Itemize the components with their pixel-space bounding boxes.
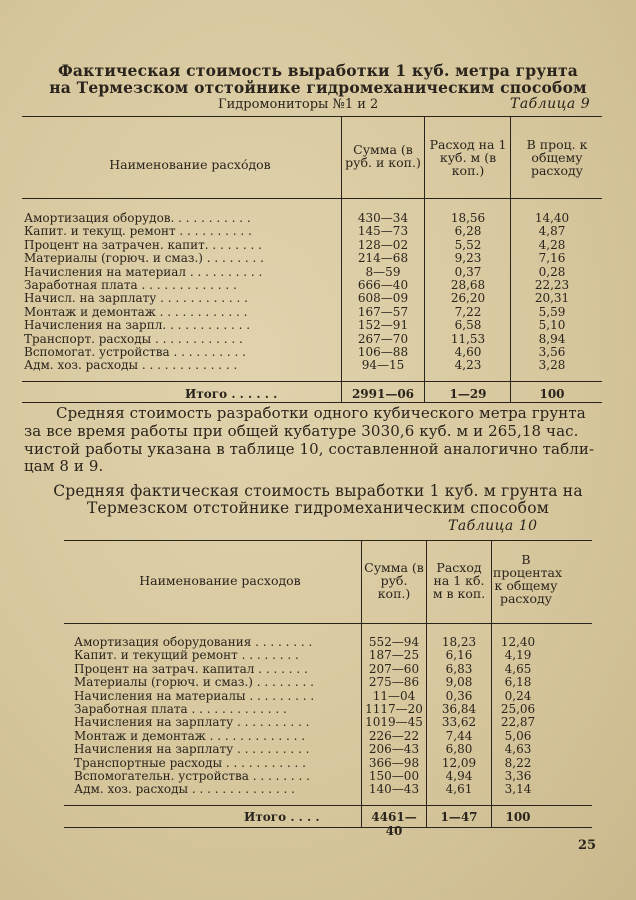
table9-row-name: Начисления на зарпл. . . . . . . . . . . . [24,319,251,333]
table10-row-pct: 4,63 [504,742,532,757]
table10-row-cost: 36,84 [441,702,477,716]
table9-label: Таблица 9 [510,96,591,112]
table10-row-cost: 6,80 [445,742,473,757]
table9-row-sum: 94—15 [361,358,405,373]
table9-row [0,212,636,225]
table10-row-cost: 4,94 [445,769,473,783]
table9-row-name: Материалы (горюч. и смаз.) . . . . . . . . [24,252,264,266]
table9-row-pct: 8,94 [538,331,566,346]
table10-row [0,783,636,796]
table9-header-sum: Сумма (в руб. и коп.) [345,142,421,170]
paragraph-line-1: Средняя стоимость разработки одного кубического метра грунта [56,404,586,422]
table9-total-sum: 2991—06 [351,387,415,401]
table9-row-name: Процент на затрачен. капит. . . . . . . . [24,238,262,252]
table10-row-sum: 206—43 [368,742,420,757]
table10-row-sum: 226—22 [368,728,420,743]
table10-row-pct: 8,22 [504,755,532,770]
table10-row-sum: 275—86 [368,675,420,690]
table9-row-cost: 6,58 [454,318,482,333]
table9-row-name: Амортизация оборудов. . . . . . . . . . . [24,212,251,225]
table9-row-name: Адм. хоз. расходы . . . . . . . . . . . . . [24,359,238,373]
table10-row-name: Транспортные расходы . . . . . . . . . . . [74,756,306,770]
table9-row-name: Монтаж и демонтаж . . . . . . . . . . . . [24,305,248,319]
paragraph-line-4: цам 8 и 9. [24,457,104,475]
table9-row-pct: 7,16 [538,251,566,266]
table9-header-rule [22,198,602,199]
table9-row-pct: 20,31 [534,291,570,306]
table10-top-rule [64,540,592,541]
table9-row [0,346,636,359]
table9-row-cost: 6,28 [454,224,482,239]
table9-row-cost: 28,68 [450,278,486,292]
table9-row-sum: 8—59 [365,264,401,279]
table10-row-pct: 25,06 [500,702,536,716]
table9-row-sum: 128—02 [357,237,409,252]
table9-bottom-rule [22,402,602,403]
table10-row-pct: 12,40 [500,635,536,649]
paragraph-line-3: чистой работы указана в таблице 10, составленной аналогично табли- [24,440,595,458]
page-number: 25 [578,838,597,853]
table10-row-pct: 22,87 [500,715,536,730]
table9-row-name: Капит. и текущ. ремонт . . . . . . . . . . [24,225,252,239]
table9-row-cost: 18,56 [450,211,486,225]
table10-row [0,690,636,703]
table9-total-pct: 100 [539,387,565,401]
table10-row [0,676,636,689]
table9-total-cost: 1—29 [449,387,487,401]
table9-row-pct: 3,28 [538,358,566,373]
table9-row-cost: 7,22 [454,304,482,319]
table10-row-name: Вспомогательн. устройства . . . . . . . . [74,770,310,783]
table9-header-cost: Расход на 1 куб. м (в коп.) [429,137,507,178]
table10-row-name: Заработная плата . . . . . . . . . . . . . [74,703,287,716]
table10-row-name: Начисления на зарплату . . . . . . . . . . [74,743,310,757]
table9-row [0,225,636,238]
table10-header-name: Наименование расходов [139,573,301,588]
table10-row [0,636,636,649]
table10-row [0,770,636,783]
table10-row-name: Материалы (горюч. и смаз.) . . . . . . . . [74,676,314,690]
table9-row-pct: 14,40 [534,211,570,225]
table9-row [0,292,636,305]
table10-header-sum: Сумма (в руб. коп.) [364,560,424,601]
table9-row-pct: 3,56 [538,345,566,359]
table10-header-cost: Расход на 1 кб. м в коп. [432,560,486,601]
table10-row-cost: 33,62 [441,715,477,730]
table10-row-pct: 3,14 [504,782,532,797]
table10-label: Таблица 10 [448,518,538,534]
table9-subtitle: Гидромониторы №1 и 2 [218,97,379,112]
table10-row [0,730,636,743]
table9-header-name: Наименование расхо́дов [109,157,271,172]
table10-row-sum: 1117—20 [365,702,423,716]
table9-row-pct: 5,10 [538,318,566,333]
table9-row [0,266,636,279]
table9-row-sum: 214—68 [357,251,409,266]
table10-row [0,703,636,716]
table10-total-pct: 100 [505,810,531,824]
table10-title-line2: Термезском отстойнике гидромеханическим способом [87,499,549,517]
table9-row-name: Транспорт. расходы . . . . . . . . . . . . [24,332,243,346]
table10-row-pct: 6,18 [504,675,532,690]
table10-row-cost: 0,36 [445,688,473,703]
table9-row-cost: 0,37 [454,264,482,279]
table10-row-name: Капит. и текущий ремонт . . . . . . . . [74,649,299,663]
table10-title-line1: Средняя фактическая стоимость выработки 1 куб. м грунта на [53,482,583,500]
table10-total-sum: 4461—40 [371,810,417,838]
table9-title-line1: Фактическая стоимость выработки 1 куб. метра грунта [57,61,579,80]
table9-row-name: Начисления на материал . . . . . . . . . . [24,265,263,279]
table10-row-pct: 5,06 [504,728,532,743]
table10-header-pct: В процентах к общему расходу [493,552,563,606]
table10-row-cost: 9,08 [445,675,473,690]
table10-row-name: Начисления на материалы . . . . . . . . . [74,689,315,703]
table10-total-rule [64,805,592,806]
table10-row-name: Адм. хоз. расходы . . . . . . . . . . . . . . [74,783,295,797]
table9-row [0,333,636,346]
table9-row-cost: 26,20 [450,291,486,306]
table9-row [0,239,636,252]
table9-row-sum: 152—91 [357,318,409,333]
table10-row [0,757,636,770]
table10-row-cost: 18,23 [441,635,477,649]
table9-row-pct: 22,23 [534,278,570,292]
table10-row-name: Процент на затрач. капитал . . . . . . . [74,662,308,676]
table10-row-sum: 207—60 [368,661,420,676]
table9-row-sum: 106—88 [357,345,409,359]
table9-row-sum: 666—40 [357,278,409,292]
table10-row-sum: 150—00 [368,769,420,783]
table10-header-rule [64,623,592,624]
table10-row-pct: 0,24 [504,688,532,703]
table10-row-pct: 3,36 [504,769,532,783]
table9-row-sum: 145—73 [357,224,409,239]
table9-row-pct: 4,87 [538,224,566,239]
table9-row-sum: 608—09 [357,291,409,306]
table10-row-sum: 140—43 [368,782,420,797]
table9-total-rule [22,381,602,382]
table9-row-name: Вспомогат. устройства . . . . . . . . . . [24,346,246,359]
table9-row-pct: 5,59 [538,304,566,319]
table10-bottom-rule [64,827,592,828]
table9-row [0,319,636,332]
table10-row-pct: 4,65 [504,661,532,676]
table10-row-pct: 4,19 [504,648,532,663]
table9-row-sum: 430—34 [357,211,409,225]
table10-row [0,743,636,756]
table10-row-sum: 552—94 [368,635,420,649]
table10-row [0,663,636,676]
table9-top-rule [22,116,602,117]
table10-total-label: Итого . . . . [244,810,320,824]
table9-row-cost: 4,23 [454,358,482,373]
table10-total-cost: 1—47 [440,810,478,824]
table9-row [0,279,636,292]
table10-row-sum: 11—04 [372,688,416,703]
table10-row-cost: 6,16 [445,648,473,663]
table9-row-cost: 9,23 [454,251,482,266]
table9-row-name: Начисл. на зарплату . . . . . . . . . . . . [24,292,248,306]
table10-row-sum: 1019—45 [365,715,423,730]
table10-row [0,716,636,729]
table9-row-cost: 4,60 [454,345,482,359]
table10-row-sum: 187—25 [368,648,420,663]
table10-row-cost: 12,09 [441,755,477,770]
table10-row-cost: 6,83 [445,661,473,676]
table9-title-line2: на Термезском отстойнике гидромеханическим способом [49,78,587,97]
table9-row-sum: 267—70 [357,331,409,346]
table9-row-name: Заработная плата . . . . . . . . . . . . . [24,279,237,292]
table9-header-pct: В проц. к общему расходу [526,137,588,178]
table9-row-pct: 0,28 [538,264,566,279]
table9-row-cost: 11,53 [450,331,486,346]
table9-row-sum: 167—57 [357,304,409,319]
table9-row [0,306,636,319]
paragraph-line-2: за все время работы при общей кубатуре 3030,6 куб. м и 265,18 час. [24,422,579,440]
table10-row-cost: 7,44 [445,728,473,743]
table9-row [0,359,636,372]
table9-row-cost: 5,52 [454,237,482,252]
table10-row-name: Амортизация оборудования . . . . . . . . [74,636,313,649]
table9-total-label: Итого . . . . . . [185,387,278,401]
table9-row [0,252,636,265]
table10-row-name: Начисления на зарплату . . . . . . . . . . [74,716,310,730]
table10-row-cost: 4,61 [445,782,473,797]
table10-row [0,649,636,662]
table10-row-name: Монтаж и демонтаж . . . . . . . . . . . . . [74,729,306,743]
table9-row-pct: 4,28 [538,237,566,252]
table10-row-sum: 366—98 [368,755,420,770]
